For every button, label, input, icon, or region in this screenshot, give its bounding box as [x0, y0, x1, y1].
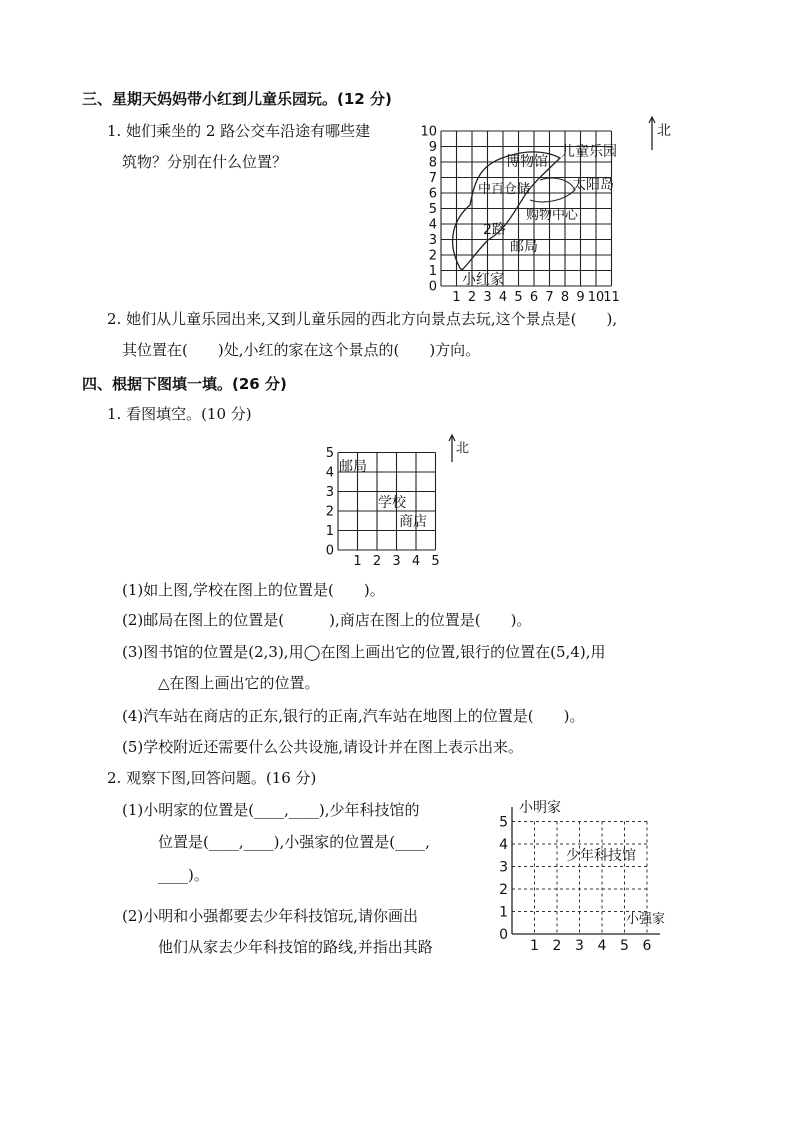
map3-grid	[495, 795, 685, 955]
x-tick-label: 10	[587, 290, 605, 305]
x-tick-label: 3	[483, 290, 492, 305]
question-line: 他们从家去少年科技馆的路线,并指出其路	[158, 938, 433, 956]
label-shopping-center: 购物中心	[526, 208, 579, 223]
y-tick-label: 1	[428, 264, 437, 280]
y-tick-label: 5	[428, 202, 437, 218]
label-route-2: 2路	[483, 222, 506, 238]
x-tick-label: 6	[529, 290, 539, 305]
x-tick-label: 4	[597, 938, 607, 954]
question-line: (1)如上图,学校在图上的位置是( )。	[122, 581, 385, 599]
map2-grid	[320, 430, 480, 570]
question-line: (1)小明家的位置是(____,____),少年科技馆的	[122, 801, 420, 819]
y-tick-label: 8	[428, 155, 437, 171]
x-tick-label: 2	[372, 554, 382, 569]
x-tick-label: 5	[514, 290, 523, 305]
question-line: △在图上画出它的位置。	[158, 674, 320, 692]
y-tick-label: 2	[428, 248, 437, 264]
question-line: (3)图书馆的位置是(2,3),用◯在图上画出它的位置,银行的位置在(5,4),用	[122, 643, 606, 661]
y-tick-label: 2	[325, 504, 334, 520]
map1-grid	[400, 112, 671, 312]
x-tick-label: 11	[603, 290, 620, 305]
question-line: (5)学校附近还需要什么公共设施,请设计并在图上表示出来。	[122, 738, 524, 756]
x-tick-label: 1	[353, 554, 362, 569]
x-tick-label: 7	[545, 290, 554, 305]
north-label: 北	[456, 441, 470, 456]
x-tick-label: 2	[467, 290, 477, 305]
y-tick-label: 3	[428, 233, 437, 249]
label-post-office: 邮局	[339, 459, 367, 475]
question-line: 2. 她们从儿童乐园出来,又到儿童乐园的西北方向景点去玩,这个景点是( ),	[107, 310, 618, 328]
subsection-title: 2. 观察下图,回答问题。(16 分)	[107, 769, 317, 787]
y-tick-label: 2	[499, 881, 508, 898]
x-tick-label: 1	[452, 290, 461, 305]
y-tick-label: 3	[499, 859, 508, 876]
question-line: (2)小明和小强都要去少年科技馆玩,请你画出	[122, 907, 419, 925]
x-tick-label: 3	[575, 938, 584, 954]
label-school: 学校	[378, 495, 406, 511]
y-tick-label: 1	[499, 904, 508, 921]
label-childrens-park: 儿童乐园	[561, 144, 617, 160]
question-line: 位置是(____,____),小强家的位置是(____,	[158, 833, 430, 851]
label-xiaohong-home: 小红家	[462, 272, 504, 288]
label-xiaoming-home: 小明家	[519, 800, 561, 816]
x-tick-label: 2	[552, 938, 562, 954]
x-tick-label: 1	[530, 938, 539, 954]
question-line: 1. 她们乘坐的 2 路公交车沿途有哪些建	[107, 122, 371, 140]
label-xiaoqiang-home: 小强家	[626, 912, 666, 927]
subsection-title: 1. 看图填空。(10 分)	[107, 405, 252, 423]
label-shop: 商店	[399, 514, 427, 530]
label-warehouse: 中百仓储	[478, 182, 531, 197]
x-tick-label: 9	[576, 290, 585, 305]
y-tick-label: 7	[428, 171, 437, 187]
y-tick-label: 9	[428, 140, 437, 156]
question-line: (4)汽车站在商店的正东,银行的正南,汽车站在地图上的位置是( )。	[122, 707, 585, 725]
label-youth-science-museum: 少年科技馆	[566, 848, 636, 864]
y-tick-label: 5	[499, 814, 508, 831]
y-tick-label: 5	[325, 446, 334, 462]
north-label: 北	[657, 123, 671, 139]
section4-heading: 四、根据下图填一填。(26 分)	[82, 375, 287, 393]
y-tick-label: 0	[499, 926, 508, 943]
section3-heading: 三、星期天妈妈带小红到儿童乐园玩。(12 分)	[82, 90, 392, 108]
question-line: 筑物？分别在什么位置？	[122, 153, 288, 171]
x-tick-label: 4	[411, 554, 421, 569]
x-tick-label: 4	[498, 290, 508, 305]
label-post-office: 邮局	[510, 239, 538, 255]
x-tick-label: 6	[642, 938, 652, 954]
y-tick-label: 3	[325, 485, 334, 501]
label-sun-island: 太阳岛	[572, 177, 614, 193]
y-tick-label: 0	[325, 543, 334, 559]
y-tick-label: 6	[428, 186, 437, 202]
y-tick-label: 10	[420, 124, 437, 140]
y-tick-label: 4	[428, 217, 437, 233]
y-tick-label: 1	[325, 524, 334, 540]
question-line: 其位置在( )处,小红的家在这个景点的( )方向。	[122, 341, 481, 359]
y-tick-label: 4	[325, 465, 334, 481]
y-tick-label: 0	[428, 279, 437, 295]
x-tick-label: 5	[431, 554, 440, 569]
x-tick-label: 5	[620, 938, 629, 954]
x-tick-label: 3	[392, 554, 401, 569]
question-line: ____)。	[158, 866, 209, 884]
x-tick-label: 8	[560, 290, 570, 305]
question-line: (2)邮局在图上的位置是( ),商店在图上的位置是( )。	[122, 611, 532, 629]
label-museum: 博物馆	[506, 154, 548, 170]
y-tick-label: 4	[499, 836, 508, 853]
